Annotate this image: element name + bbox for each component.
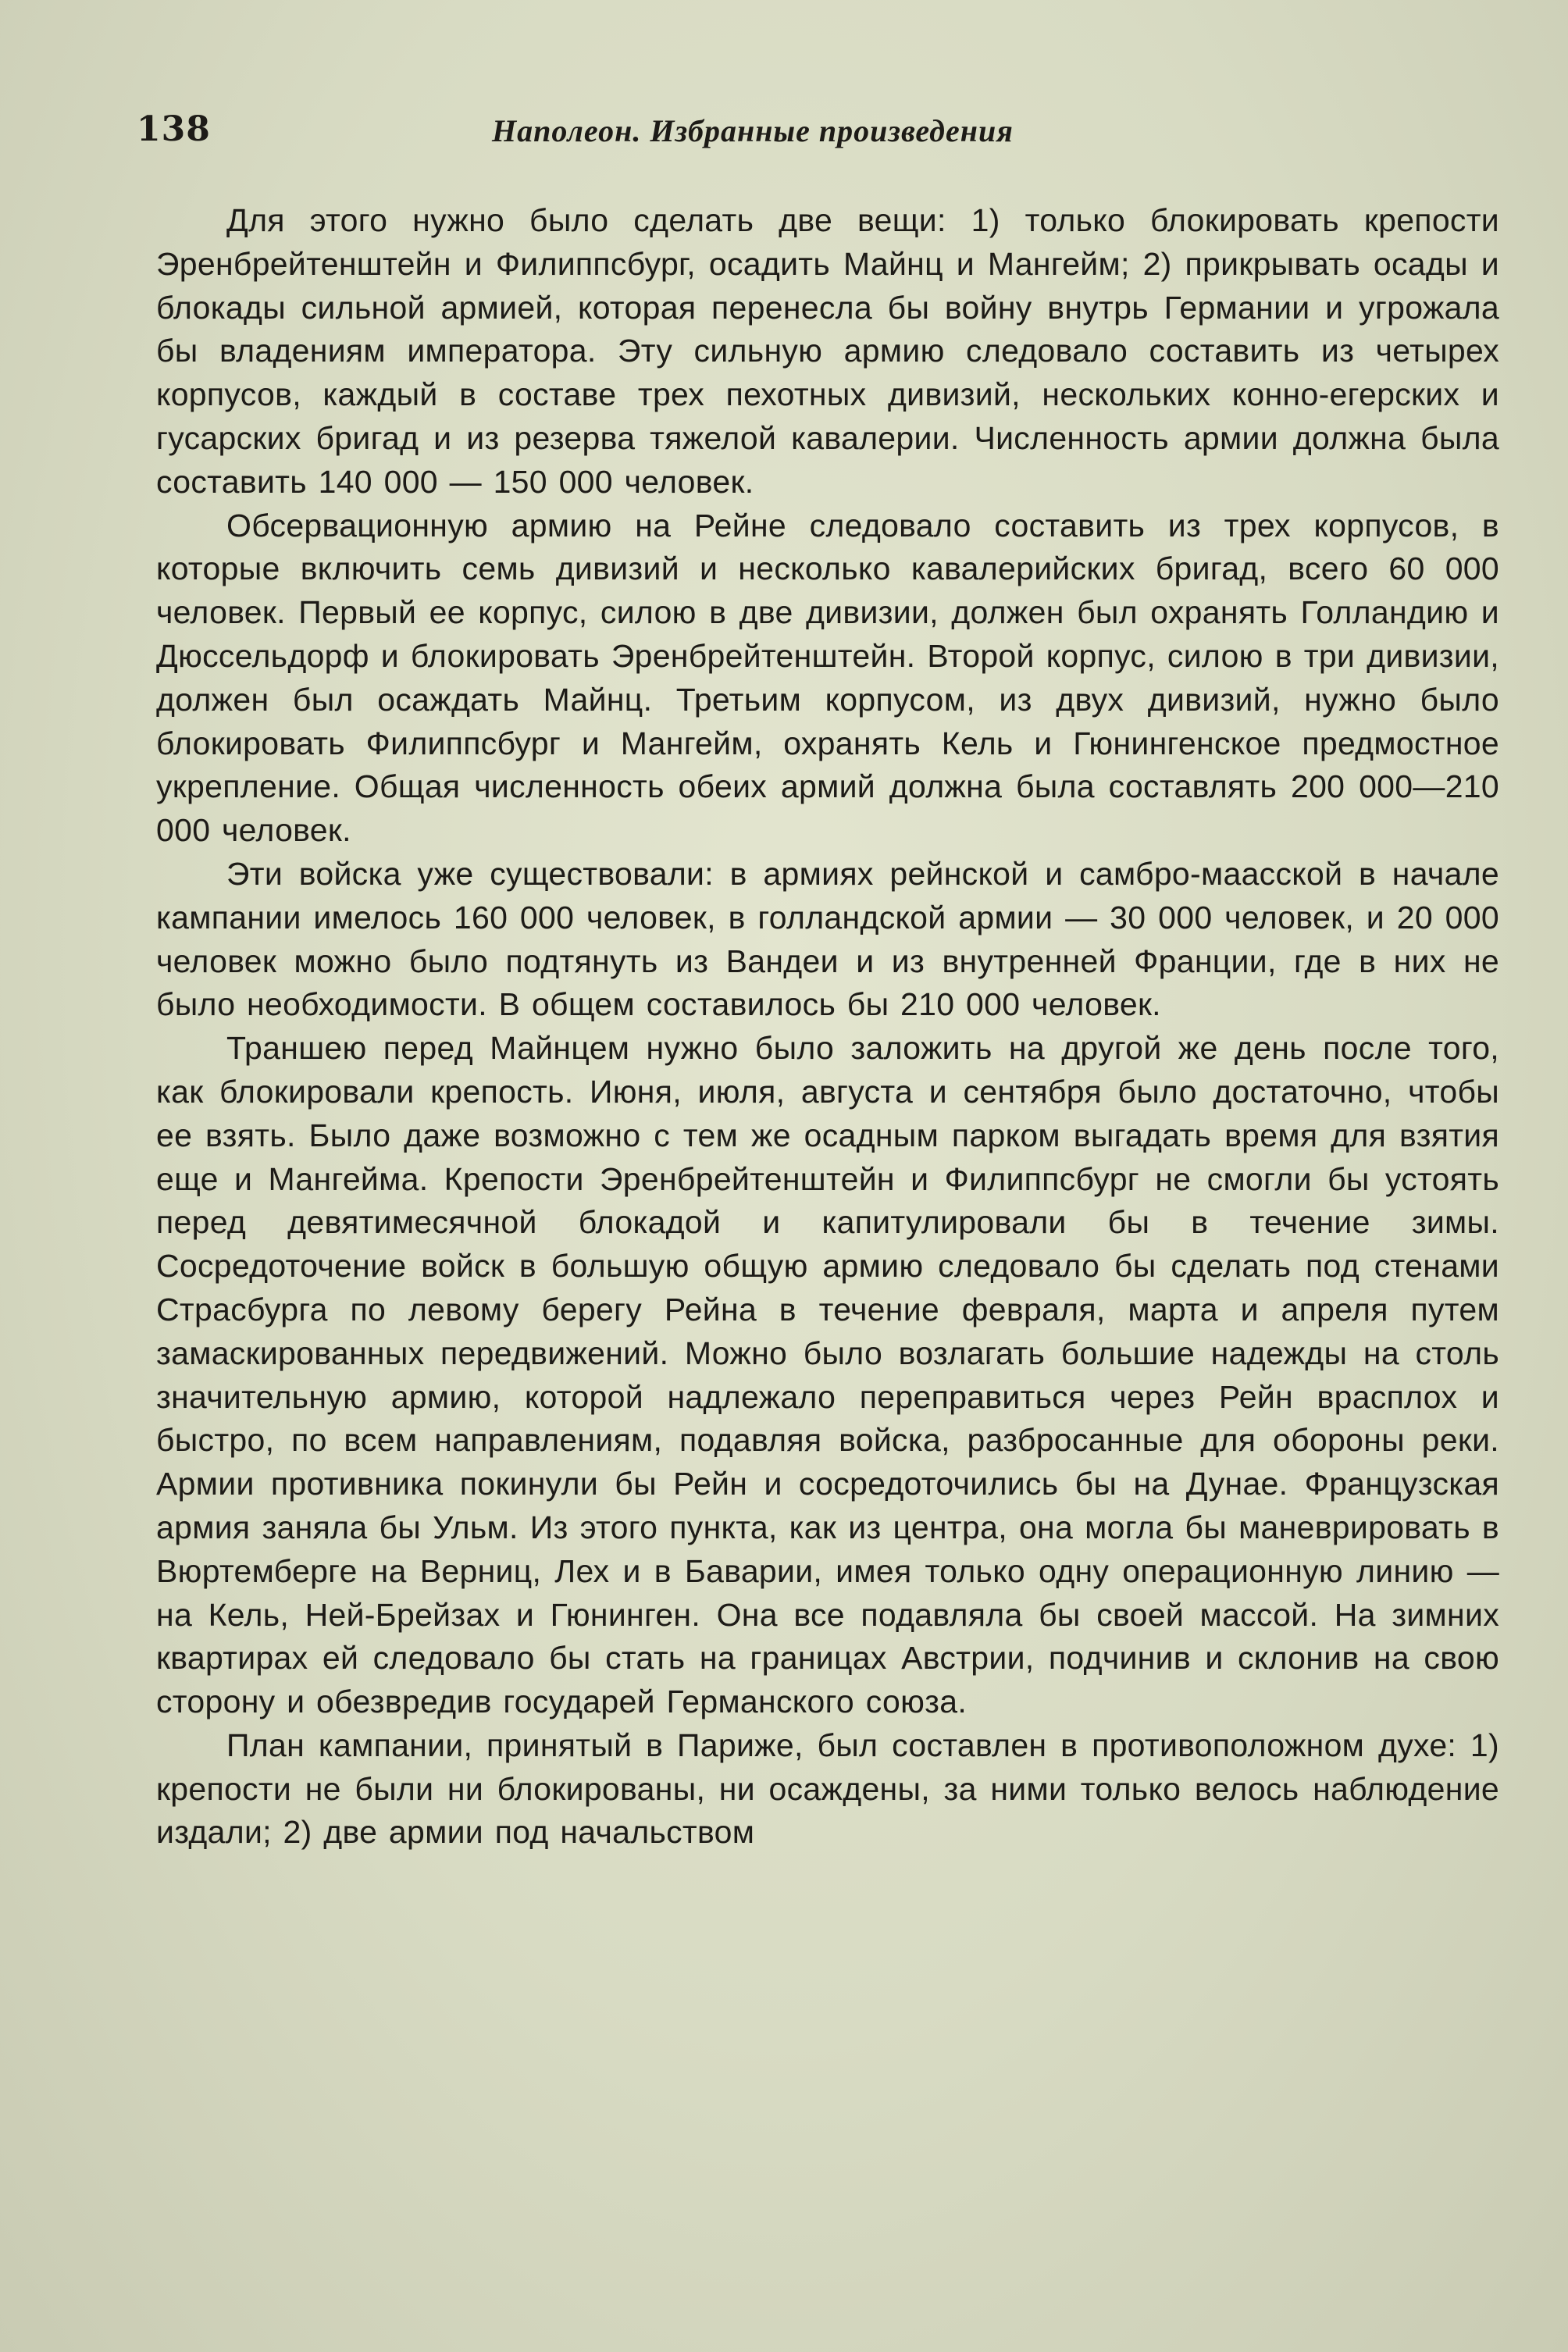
page-number: 138 bbox=[137, 109, 211, 149]
book-title: Наполеон. Избранные произведения bbox=[492, 113, 1014, 148]
paragraph: Обсервационную армию на Рейне следовало составить из трех корпусов, в которые включить семь дивизий и несколько кавалерийских бригад, всего 60 000 человек. Первый ее корпус, силою в две дивизии, должен был охранять Голландию и Дюссельдорф и блокировать Эренбрейтенштейн. Второй корпус, силою в три дивизии, должен был осаждать Майнц. Третьим корпусом, из двух дивизий, нужно было блокировать Филиппсбург и Мангейм, охранять Кель и Гюнингенское предмостное укрепление. Общая численность обеих армий должна была составлять 200 000—210 000 человек. bbox=[156, 507, 1499, 849]
paragraph: Траншею перед Майнцем нужно было заложить на другой же день после того, как блокировали крепость. Июня, июля, августа и сентября было достаточно, чтобы ее взять. Было даже возможно с тем же осадным парком выгадать время для взятия еще и Мангейма. Крепости Эренбрейтенштейн и Филиппсбург не смогли бы устоять перед девятимесячной блокадой и капитулировали бы в течение зимы. Сосредоточение войск в большую общую армию следовало бы сделать под стенами Страсбурга по левому берегу Рейна в течение февраля, марта и апреля путем замаскированных передвижений. Можно было возлагать большие надежды на столь значительную армию, которой надлежало переправиться через Рейн врасплох и быстро, по всем направлениям, подавляя войска, разбросанные для обороны реки. Армии противника покинули бы Рейн и сосредоточились бы на Дунае. Французская армия заняла бы Ульм. Из этого пункта, как из центра, она могла бы маневрировать в Вюртемберге на Верниц, Лех и в Баварии, имея только одну операционную линию — на Кель, Ней-Брейзах и Гюнинген. Она все подавляла бы своей массой. На зимних квартирах ей следовало бы стать на границах Австрии, подчинив и склонив на свою сторону и обезвредив государей Германского союза. bbox=[156, 1030, 1499, 1720]
paragraph: Для этого нужно было сделать две вещи: 1) только блокировать крепости Эренбрейтенштейн и Филиппсбург, осадить Майнц и Мангейм; 2) прикрывать осады и блокады сильной армией, которая перенесла бы войну внутрь Германии и угрожала бы владениям императора. Эту сильную армию следовало составить из четырех корпусов, каждый в составе трех пехотных дивизий, нескольких конно-егерских и гусарских бригад и из резерва тяжелой кавалерии. Численность армии должна была составить 140 000 — 150 000 человек. bbox=[156, 202, 1499, 500]
paragraph: Эти войска уже существовали: в армиях рейнской и самбро-маасской в начале кампании имелось 160 000 человек, в голландской армии — 30 000 человек, и 20 000 человек можно было подтянуть из Вандеи и из внутренней Франции, где в них не было необходимости. В общем составилось бы 210 000 человек. bbox=[156, 855, 1499, 1023]
paragraph: План кампании, принятый в Париже, был составлен в противоположном духе: 1) крепости не были ни блокированы, ни осаждены, за ними только велось наблюдение издали; 2) две армии под начальством bbox=[156, 1727, 1499, 1851]
body-text bbox=[156, 199, 1499, 1855]
running-head bbox=[137, 109, 1495, 156]
